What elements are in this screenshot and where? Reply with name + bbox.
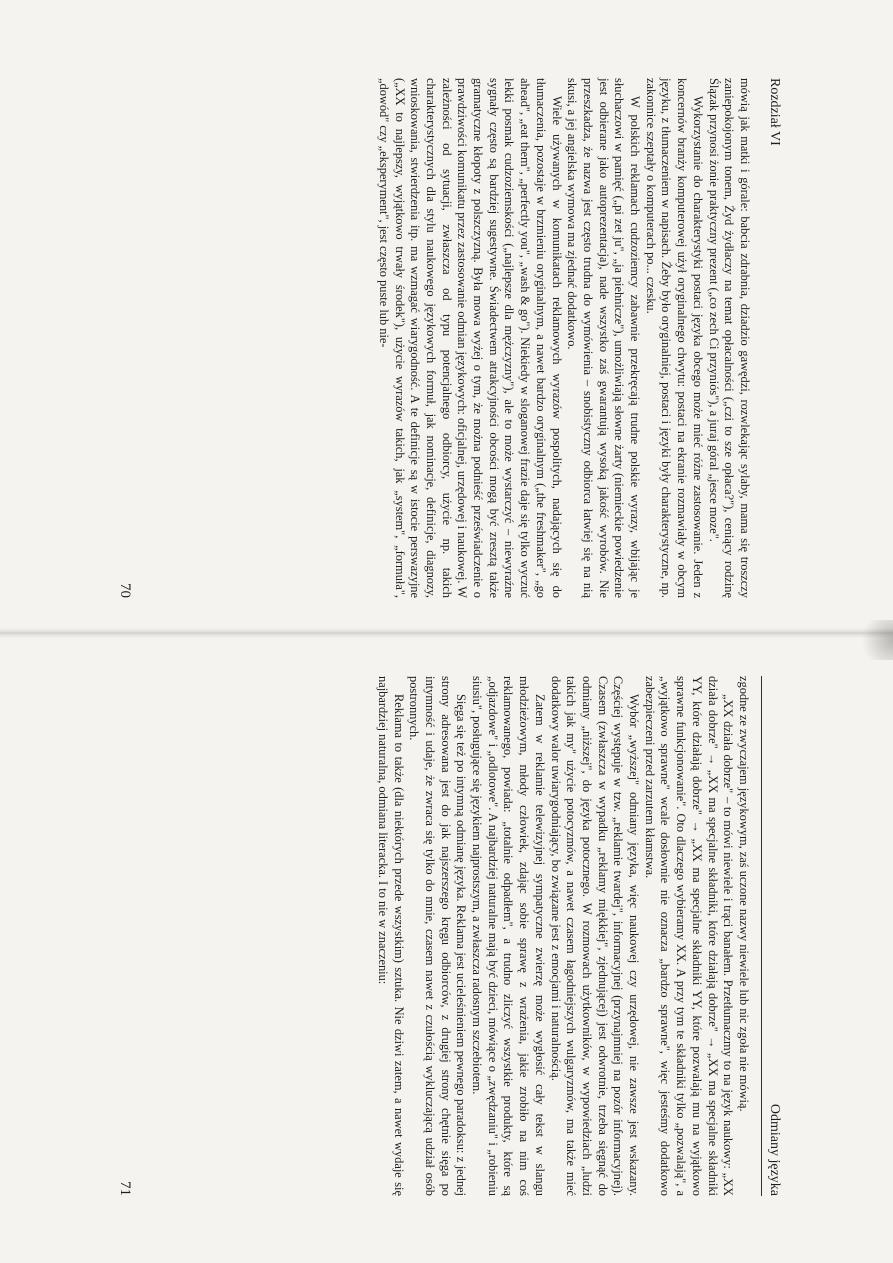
paragraph: Sięga się też po intymną odmianę języka. Reklama jest ucieleśnieniem pewnego paradoksu: z jednej strony adresowana jest do jak najszerszego kręgu odbiorców, z drugiej strony chętnie sięga po intymność i udaje, że zwraca się tylko do mnie, czasem nawet z czułością wykluczającą udział osób postronnych. [407, 676, 469, 1196]
paragraph: Wybór „wyższej" odmiany języka, więc naukowej czy urzędowej, nie zawsze jest wskazany. Częściej występuje w tzw. „reklamie twardej", informacyjnej (przynajmniej na pozór informacyjnej). Czasem (zwłaszcza w wypadku „reklamy miękkiej", zjednującej) jest odwrotnie, trzeba sięgnąć do odmiany „niższej", do języka potocznego. W rozmowach użytkowników, w wypowiedziach „ludzi takich jak my" użycie potocyzmów, a nawet czasem łagodniejszych wulgaryzmów, ma także mieć dodatkowy walor uwiarygodniający, bo związane jest z emocjami i naturalnością. [548, 676, 642, 1196]
paragraph: zgodne ze zwyczajem językowym, zaś uczone nazwy niewiele lub nic zgoła nie mówią. [737, 676, 751, 1112]
right-page [117, 676, 782, 1196]
book-spine [0, 628, 893, 638]
running-head [761, 676, 782, 1196]
running-head-title: Odmiany języka [767, 1103, 782, 1196]
paragraph: „XX działa dobrze" – to mówi niewiele i trąci banałem. Przetłumaczmy to na język naukowy: „XX działa dobrze" → „XX ma specjalne składniki, które działają dobrze" → „XX ma specjalne składniki YY, które działają dobrze" → „XX ma specjalne składniki YY, które pozwalają mu na wyjątkowo sprawne funkcjonowanie". Oto dlaczego wybieramy XX. A przy tym te składniki tylko „pozwalają", a „wyjątkowo sprawne" wcale dosłownie nie oznacza „bardzo sprawne", więc jesteśmy dodatkowo zabezpieczeni przed zarzutem kłamstwa. [642, 676, 736, 1196]
page-number: 71 [117, 1181, 133, 1196]
paragraph: Wiele używanych w komunikatach reklamowych wyrazów pospolitych, nadających się do tłumaczenia, pozostaje w brzmieniu oryginalnym, a nawet bardzo oryginalnym („the freshmaker", „go ahead", „eat them", „perfectly you", „wash & go"). Niekiedy w sloganowej frazie daje się tylko wyczuć lekki posmak cudzoziemskości („najlepsze dla mężczyzny"), ale to może wystarczyć – niewyraźne sygnały często są bardziej sugestywne. Świadectwem atrakcyjności obcości mogą być zresztą także gramatyczne kłopoty z polszczyzną. Była mowa wyżej o tym, że można podnieść przeświadczenie o prawdziwości komunikatu przez zastosowanie odmian językowych: oficjalnej, urzędowej i naukowej. W zależności od sytuacji, zwłaszcza od typu potencjalnego odbiorcy, użycie np. takich charakterystycznych dla stylu naukowego językowych formuł, jak nominacje, definicje, diagnozy, wnioskowania, stwierdzenia itp. ma wzmagać wiarygodność. A te definicje są w istocie perswazyjne („XX to najlepszy, wyjątkowo trwały środek"), użycie wyrazów takich, jak „system", „formuła", „dowód" czy „eksperyment", jest często puste lub nie- [376, 78, 564, 599]
paragraph: W polskich reklamach cudzoziemcy zabawnie przekręcają trudne polskie wyrazy, wbijając je słuchaczowi w pamięć („pi zet ju", „ja piehnicze"), umożliwiają słowne żarty (niemieckie powiedzenie jest odbierane jako autoprezentacja), nade wszystko zaś gwarantują wysoką jakość wyrobów. Nie przeszkadza, że nazwa jest często trudna do wymówienia – snobistyczny odbiorca łatwiej się na nią skusi, a jej angielska wymowa ma zjednać dodatkowo. [565, 78, 643, 598]
running-head [762, 78, 782, 598]
page-edge-shadow [853, 620, 893, 660]
paragraph: Reklama to także (dla niektórych przede wszystkim) sztuka. Nie dziwi zatem, a nawet wydaje się najbardziej naturalna, odmiana literacka. I to nie w znaczeniu: [375, 676, 406, 1196]
left-page [117, 78, 782, 599]
running-head-title: Rozdział VI [767, 78, 782, 146]
paragraph: mówią jak matki i górale: babcia zdrabnia, dziadzio gawędzi, rozwlekając sylaby, mama się troszczy zaniepokojonym tonem, Żyd żydłaczy na temat opłacalności („czi to sze opłaca?"), ceniący rodzinę Ślązak przynosi żonie praktyczny prezent („co zech Ci przyniós"), a juraj góral „jesce moze". [706, 78, 752, 598]
paragraph: Zatem w reklamie telewizyjnej sympatyczne zwierzę może wygłosić cały tekst w slangu młodzieżowym, młody człowiek, zdając sobie sprawę z wrażenia, jakie zrobiło na nim coś reklamowanego, powiada: „totalnie odpadłem", a trudno zliczyć wszystkie produkty, które są „odjazdowe" i „odlotowe". A najbardziej naturalne mają być dzieci, mówiące o „zwędzaniu" i „robieniu siusiu", posługujące się językiem najprostszym, a zwłaszcza radosnym szczebiotem. [470, 676, 547, 1196]
page-number: 70 [117, 583, 133, 598]
paragraph: Wykorzystanie do charakterystyki postaci języka obcego może mieć różne zastosowanie. Jeden z koncernów branży komputerowej użył oryginalnego chwytu: postaci na ekranie rozmawiały w obcym języku, z tłumaczeniem w napisach. Żeby było oryginalniej, postaci i języki były charakterystyczne, np. zakonnice szeptały o komputerach po... czesku. [643, 78, 705, 598]
